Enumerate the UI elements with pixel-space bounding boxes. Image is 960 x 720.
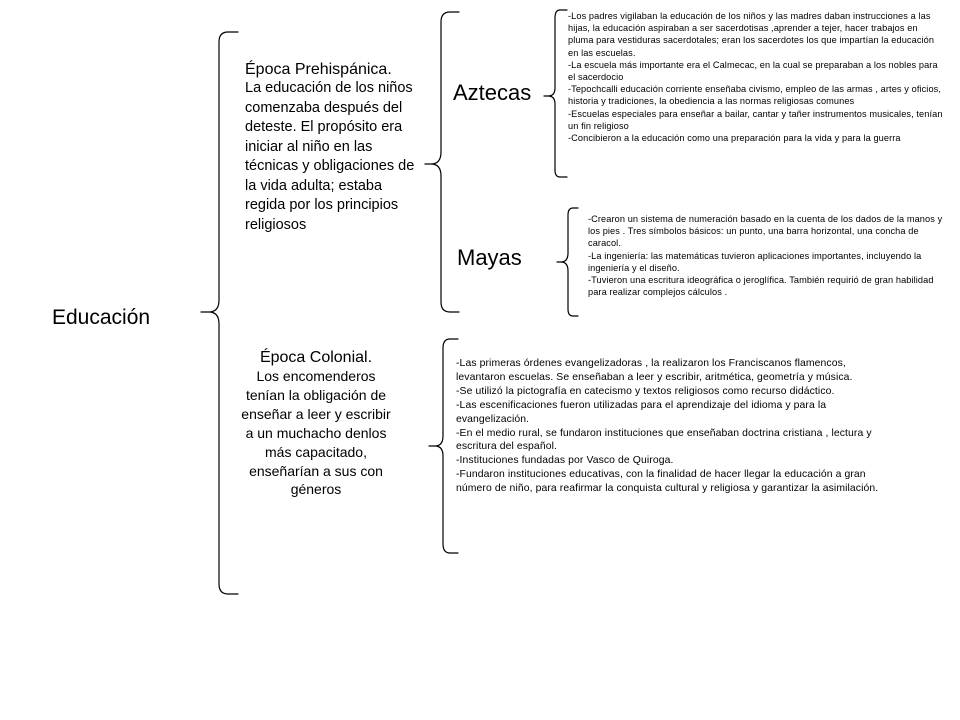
prehispanica-bracket [425, 12, 459, 312]
era-colonial-description: Los encomenderos tenían la obligación de enseñar a leer y escribir a un muchacho denlos más capacitado, enseñarían a sus con géneros [241, 368, 391, 498]
root-label: Educación [52, 306, 151, 329]
mayas-note: -Crearon un sistema de numeración basado en la cuenta de los dados de la manos y los pies . Tres símbolos básicos: un punto, una barra horizontal, una concha de caracol. [588, 214, 943, 249]
colonial-note: -Las primeras órdenes evangelizadoras , la realizaron los Franciscanos flamencos, levantaron escuelas. Se enseñaban a leer y escribir, aritmética, geometría y música. [456, 358, 853, 383]
mayas-notes-bracket [557, 208, 578, 316]
colonial-notes-bracket [429, 339, 458, 553]
era-colonial-title: Época Colonial. [259, 349, 373, 366]
aztecas-notes [568, 10, 943, 144]
colonial-note: -Fundaron instituciones educativas, con la finalidad de hacer llegar la educación a gran número de niño, para reafirmar la conquista cultural y religiosa y garantizar la asimilación. [456, 469, 879, 495]
era-prehispanica [245, 60, 425, 235]
root-bracket [201, 32, 238, 594]
aztecas-note: -Tepochcalli educación corriente enseñaba civismo, empleo de las armas , artes y oficios, historia y tradiciones, la obediencia a las normas religiosas comunes [568, 84, 942, 107]
mayas-label: Mayas [457, 245, 522, 270]
aztecas-note: -Los padres vigilaban la educación de los niños y las madres daban instrucciones a las hijas, la educación aspiraban a ser sacerdotisas ,aprender a tejer, hacer trabajos en pluma para vestiduras sacerdotales; eran los sacerdotes los que impartían la educación en las escuelas. [568, 11, 935, 58]
colonial-note: -Las escenificaciones fueron utilizadas para el aprendizaje del idioma y para la evangelización. [456, 399, 827, 425]
aztecas-note: -La escuela más importante era el Calmecac, en la cual se preparaban a los nobles para el sacerdocio [568, 59, 938, 83]
era-prehispanica-description: La educación de los niños comenzaba después del deteste. El propósito era iniciar al niño en las técnicas y obligaciones de la vida adulta; estaba regida por los principios religiosos [245, 80, 415, 233]
colonial-note: -Instituciones fundadas por Vasco de Quiroga. [456, 455, 674, 467]
era-colonial [236, 348, 396, 499]
aztecas-note: -Concibieron a la educación como una preparación para la vida y para la guerra [568, 133, 901, 144]
colonial-note: -Se utilizó la pictografía en catecismo y textos religiosos como recurso didáctico. [456, 385, 835, 397]
mayas-notes [588, 213, 943, 298]
colonial-note: -En el medio rural, se fundaron instituciones que enseñaban doctrina cristiana , lectura y escritura del español. [456, 427, 872, 453]
mayas-note: -La ingeniería: las matemáticas tuvieron aplicaciones importantes, incluyendo la ingeniería y el diseño. [588, 250, 922, 273]
colonial-notes [456, 357, 896, 496]
aztecas-label: Aztecas [453, 80, 532, 105]
aztecas-notes-bracket [544, 10, 567, 177]
aztecas-note: -Escuelas especiales para enseñar a bailar, cantar y tañer instrumentos musicales, tenían un fin religioso [568, 108, 943, 131]
era-prehispanica-title: Época Prehispánica. [245, 61, 392, 78]
mayas-note: -Tuvieron una escritura ideográfica o jeroglífica. También requirió de gran habilidad para realizar complejos cálculos . [588, 275, 934, 298]
